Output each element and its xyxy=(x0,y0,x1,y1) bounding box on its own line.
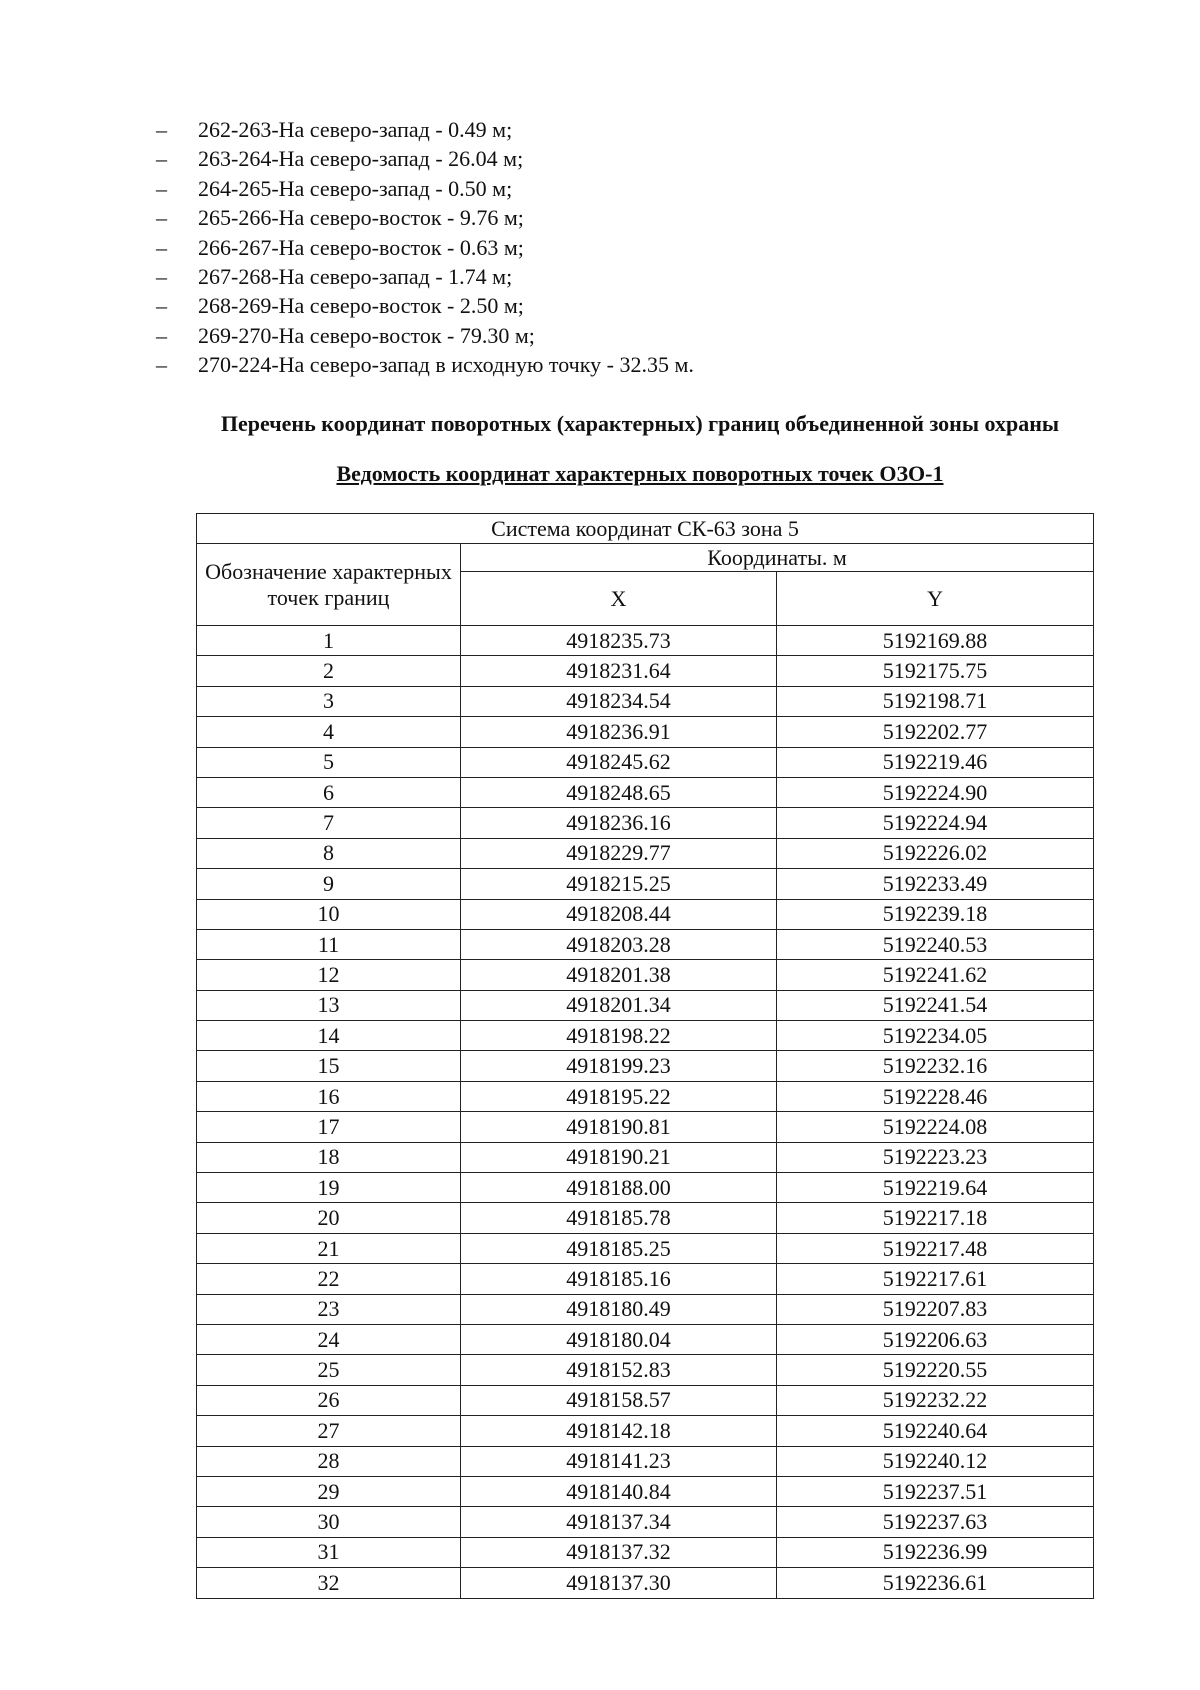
segment-list xyxy=(156,115,694,380)
y-coordinate-cell: 5192217.61 xyxy=(777,1264,1094,1294)
list-dash: – xyxy=(156,263,167,289)
table-row xyxy=(197,1568,1094,1598)
x-coordinate-cell: 4918208.44 xyxy=(461,899,777,929)
x-coordinate-cell: 4918188.00 xyxy=(461,1173,777,1203)
point-number-cell: 8 xyxy=(197,838,461,868)
segment-item xyxy=(156,233,694,262)
segment-text: 262-263-На северо-запад - 0.49 м; xyxy=(198,117,513,142)
point-number-cell: 27 xyxy=(197,1416,461,1446)
x-coordinate-cell: 4918231.64 xyxy=(461,656,777,686)
table-row xyxy=(197,1294,1094,1324)
table-row xyxy=(197,899,1094,929)
point-number-cell: 13 xyxy=(197,990,461,1020)
y-coordinate-cell: 5192169.88 xyxy=(777,626,1094,656)
segment-text: 267-268-На северо-запад - 1.74 м; xyxy=(198,263,513,289)
x-coordinate-cell: 4918140.84 xyxy=(461,1476,777,1506)
segment-item xyxy=(156,144,694,173)
table-system-row xyxy=(197,514,1094,544)
table-row xyxy=(197,1446,1094,1476)
table-row xyxy=(197,1476,1094,1506)
table-row xyxy=(197,1416,1094,1446)
table-row xyxy=(197,1355,1094,1385)
x-coordinate-cell: 4918137.32 xyxy=(461,1537,777,1567)
y-header: Y xyxy=(777,572,1094,626)
y-coordinate-cell: 5192219.46 xyxy=(777,747,1094,777)
x-header: X xyxy=(461,572,777,626)
x-coordinate-cell: 4918190.81 xyxy=(461,1112,777,1142)
x-coordinate-cell: 4918152.83 xyxy=(461,1355,777,1385)
y-coordinate-cell: 5192232.16 xyxy=(777,1051,1094,1081)
segment-item xyxy=(156,262,694,291)
y-coordinate-cell: 5192217.48 xyxy=(777,1233,1094,1263)
x-coordinate-cell: 4918158.57 xyxy=(461,1385,777,1415)
table-row xyxy=(197,626,1094,656)
x-coordinate-cell: 4918215.25 xyxy=(461,869,777,899)
x-coordinate-cell: 4918201.38 xyxy=(461,960,777,990)
coordinates-header: Координаты. м xyxy=(461,544,1094,572)
point-number-cell: 6 xyxy=(197,777,461,807)
table-row xyxy=(197,1385,1094,1415)
y-coordinate-cell: 5192232.22 xyxy=(777,1385,1094,1415)
table-row xyxy=(197,747,1094,777)
y-coordinate-cell: 5192241.54 xyxy=(777,990,1094,1020)
table-row xyxy=(197,1081,1094,1111)
y-coordinate-cell: 5192240.64 xyxy=(777,1416,1094,1446)
point-number-cell: 29 xyxy=(197,1476,461,1506)
segment-item xyxy=(156,350,694,379)
table-header-row xyxy=(197,544,1094,572)
x-coordinate-cell: 4918190.21 xyxy=(461,1142,777,1172)
list-dash: – xyxy=(156,322,167,348)
x-coordinate-cell: 4918236.16 xyxy=(461,808,777,838)
point-number-cell: 30 xyxy=(197,1507,461,1537)
point-number-cell: 12 xyxy=(197,960,461,990)
x-coordinate-cell: 4918141.23 xyxy=(461,1446,777,1476)
designation-header: Обозначение характерных точек границ xyxy=(197,544,461,626)
point-number-cell: 22 xyxy=(197,1264,461,1294)
coordinates-table xyxy=(196,513,1094,1599)
x-coordinate-cell: 4918185.78 xyxy=(461,1203,777,1233)
point-number-cell: 5 xyxy=(197,747,461,777)
list-dash: – xyxy=(156,117,167,142)
point-number-cell: 14 xyxy=(197,1021,461,1051)
y-coordinate-cell: 5192198.71 xyxy=(777,686,1094,716)
point-number-cell: 25 xyxy=(197,1355,461,1385)
coordinate-system-cell: Система координат СК-63 зона 5 xyxy=(197,514,1094,544)
y-coordinate-cell: 5192226.02 xyxy=(777,838,1094,868)
x-coordinate-cell: 4918185.25 xyxy=(461,1233,777,1263)
y-coordinate-cell: 5192224.08 xyxy=(777,1112,1094,1142)
segment-item xyxy=(156,203,694,232)
x-coordinate-cell: 4918180.49 xyxy=(461,1294,777,1324)
x-coordinate-cell: 4918248.65 xyxy=(461,777,777,807)
point-number-cell: 3 xyxy=(197,686,461,716)
y-coordinate-cell: 5192241.62 xyxy=(777,960,1094,990)
y-coordinate-cell: 5192219.64 xyxy=(777,1173,1094,1203)
point-number-cell: 20 xyxy=(197,1203,461,1233)
y-coordinate-cell: 5192240.12 xyxy=(777,1446,1094,1476)
x-coordinate-cell: 4918245.62 xyxy=(461,747,777,777)
x-coordinate-cell: 4918235.73 xyxy=(461,626,777,656)
y-coordinate-cell: 5192207.83 xyxy=(777,1294,1094,1324)
table-row xyxy=(197,777,1094,807)
table-row xyxy=(197,929,1094,959)
table-row xyxy=(197,1173,1094,1203)
segment-item xyxy=(156,291,694,320)
table-row xyxy=(197,1324,1094,1354)
point-number-cell: 11 xyxy=(197,929,461,959)
point-number-cell: 19 xyxy=(197,1173,461,1203)
segment-text: 265-266-На северо-восток - 9.76 м; xyxy=(198,205,524,231)
point-number-cell: 4 xyxy=(197,717,461,747)
y-coordinate-cell: 5192202.77 xyxy=(777,717,1094,747)
table-row xyxy=(197,808,1094,838)
table-row xyxy=(197,656,1094,686)
table-row xyxy=(197,717,1094,747)
x-coordinate-cell: 4918203.28 xyxy=(461,929,777,959)
x-coordinate-cell: 4918234.54 xyxy=(461,686,777,716)
segment-text: 268-269-На северо-восток - 2.50 м; xyxy=(198,293,524,319)
segment-text: 266-267-На северо-восток - 0.63 м; xyxy=(198,234,524,260)
table-row xyxy=(197,960,1094,990)
x-coordinate-cell: 4918198.22 xyxy=(461,1021,777,1051)
point-number-cell: 26 xyxy=(197,1385,461,1415)
y-coordinate-cell: 5192206.63 xyxy=(777,1324,1094,1354)
x-coordinate-cell: 4918199.23 xyxy=(461,1051,777,1081)
point-number-cell: 32 xyxy=(197,1568,461,1598)
y-coordinate-cell: 5192234.05 xyxy=(777,1021,1094,1051)
y-coordinate-cell: 5192236.61 xyxy=(777,1568,1094,1598)
list-dash: – xyxy=(156,352,167,378)
x-coordinate-cell: 4918185.16 xyxy=(461,1264,777,1294)
y-coordinate-cell: 5192175.75 xyxy=(777,656,1094,686)
y-coordinate-cell: 5192217.18 xyxy=(777,1203,1094,1233)
y-coordinate-cell: 5192224.94 xyxy=(777,808,1094,838)
point-number-cell: 28 xyxy=(197,1446,461,1476)
y-coordinate-cell: 5192239.18 xyxy=(777,899,1094,929)
point-number-cell: 10 xyxy=(197,899,461,929)
table-title: Ведомость координат характерных поворотных точек ОЗО-1 xyxy=(336,461,944,486)
point-number-cell: 18 xyxy=(197,1142,461,1172)
table-row xyxy=(197,1021,1094,1051)
list-dash: – xyxy=(156,234,167,260)
point-number-cell: 15 xyxy=(197,1051,461,1081)
x-coordinate-cell: 4918142.18 xyxy=(461,1416,777,1446)
point-number-cell: 17 xyxy=(197,1112,461,1142)
x-coordinate-cell: 4918201.34 xyxy=(461,990,777,1020)
segment-item xyxy=(156,174,694,203)
segment-text: 264-265-На северо-запад - 0.50 м; xyxy=(198,175,513,201)
point-number-cell: 1 xyxy=(197,626,461,656)
y-coordinate-cell: 5192233.49 xyxy=(777,869,1094,899)
y-coordinate-cell: 5192228.46 xyxy=(777,1081,1094,1111)
x-coordinate-cell: 4918229.77 xyxy=(461,838,777,868)
table-row xyxy=(197,838,1094,868)
y-coordinate-cell: 5192223.23 xyxy=(777,1142,1094,1172)
table-row xyxy=(197,686,1094,716)
point-number-cell: 9 xyxy=(197,869,461,899)
table-row xyxy=(197,1233,1094,1263)
segment-text: 270-224-На северо-запад в исходную точку - 32.35 м. xyxy=(198,352,694,378)
x-coordinate-cell: 4918137.34 xyxy=(461,1507,777,1537)
segment-text: 269-270-На северо-восток - 79.30 м; xyxy=(198,322,535,348)
table-row xyxy=(197,1537,1094,1567)
table-row xyxy=(197,1264,1094,1294)
segment-item xyxy=(156,321,694,350)
y-coordinate-cell: 5192237.63 xyxy=(777,1507,1094,1537)
table-row xyxy=(197,1112,1094,1142)
table-row xyxy=(197,1507,1094,1537)
segment-item xyxy=(156,115,694,144)
y-coordinate-cell: 5192237.51 xyxy=(777,1476,1094,1506)
table-row xyxy=(197,1142,1094,1172)
x-coordinate-cell: 4918236.91 xyxy=(461,717,777,747)
x-coordinate-cell: 4918180.04 xyxy=(461,1324,777,1354)
point-number-cell: 7 xyxy=(197,808,461,838)
x-coordinate-cell: 4918137.30 xyxy=(461,1568,777,1598)
list-dash: – xyxy=(156,293,167,319)
list-dash: – xyxy=(156,175,167,201)
list-dash: – xyxy=(156,146,167,172)
y-coordinate-cell: 5192240.53 xyxy=(777,929,1094,959)
point-number-cell: 21 xyxy=(197,1233,461,1263)
table-row xyxy=(197,869,1094,899)
point-number-cell: 2 xyxy=(197,656,461,686)
y-coordinate-cell: 5192220.55 xyxy=(777,1355,1094,1385)
list-dash: – xyxy=(156,205,167,231)
point-number-cell: 16 xyxy=(197,1081,461,1111)
table-row xyxy=(197,1051,1094,1081)
section-title: Перечень координат поворотных (характерных) границ объединенной зоны охраны xyxy=(220,411,1060,436)
table-body xyxy=(197,626,1094,1599)
point-number-cell: 23 xyxy=(197,1294,461,1324)
table-row xyxy=(197,1203,1094,1233)
point-number-cell: 31 xyxy=(197,1537,461,1567)
segment-text: 263-264-На северо-запад - 26.04 м; xyxy=(198,146,524,172)
table-row xyxy=(197,990,1094,1020)
y-coordinate-cell: 5192224.90 xyxy=(777,777,1094,807)
x-coordinate-cell: 4918195.22 xyxy=(461,1081,777,1111)
y-coordinate-cell: 5192236.99 xyxy=(777,1537,1094,1567)
point-number-cell: 24 xyxy=(197,1324,461,1354)
